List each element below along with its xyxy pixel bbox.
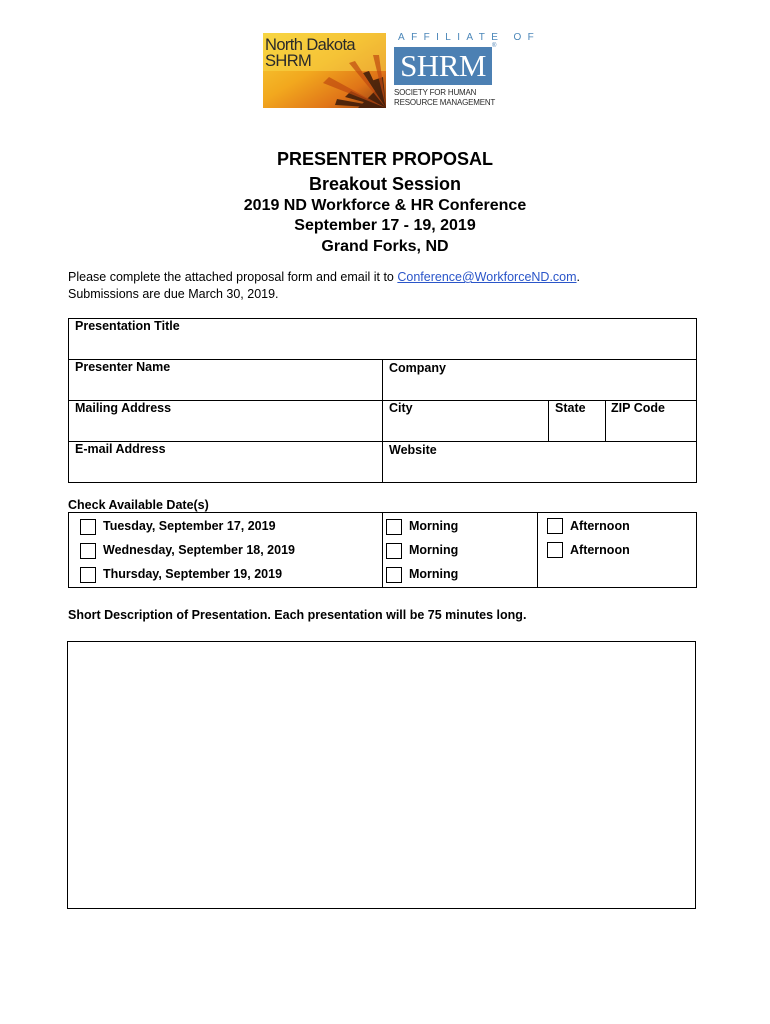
wednesday-morning-label: Morning [409,543,459,557]
thursday-morning-label: Morning [409,567,459,581]
wednesday-label: Wednesday, September 18, 2019 [103,543,295,557]
shrm-subtitle-line2: RESOURCE MANAGEMENT [394,98,496,107]
nd-logo-line1: North Dakota [265,36,356,54]
shrm-subtitle-line1: SOCIETY FOR HUMAN [394,88,477,97]
dates-divider-2 [537,512,538,588]
conference-name: 2019 ND Workforce & HR Conference [243,197,527,214]
thursday-morning-checkbox[interactable] [386,567,402,583]
wednesday-afternoon-checkbox[interactable] [547,542,563,558]
wednesday-morning-checkbox[interactable] [386,543,402,559]
conference-dates: September 17 - 19, 2019 [294,217,476,234]
page-title: PRESENTER PROPOSAL [276,149,494,169]
intro-period: . [576,270,581,284]
email-address-label: E-mail Address [75,442,166,456]
tuesday-afternoon-label: Afternoon [570,519,630,533]
intro-line-2: Submissions are due March 30, 2019. [68,287,279,301]
mailing-address-label: Mailing Address [75,401,172,415]
registered-mark: ® [492,43,497,49]
tuesday-afternoon-checkbox[interactable] [547,518,563,534]
email-link[interactable]: Conference@WorkforceND.com [397,270,577,284]
description-textarea[interactable] [67,641,696,909]
conference-location: Grand Forks, ND [321,238,449,255]
city-label: City [389,401,413,415]
intro-line-1 [68,270,580,284]
website-label: Website [389,443,437,457]
thursday-label: Thursday, September 19, 2019 [103,567,283,581]
dates-divider-1 [382,512,383,588]
company-label: Company [389,361,446,375]
shrm-logo-mark: SHRM [400,48,486,83]
description-label: Short Description of Presentation. Each presentation will be 75 minutes long. [68,608,527,622]
north-dakota-shrm-logo [263,33,386,108]
zip-label: ZIP Code [611,401,665,415]
tuesday-checkbox[interactable] [80,519,96,535]
presentation-title-label: Presentation Title [75,319,180,333]
tuesday-label: Tuesday, September 17, 2019 [103,519,276,533]
page-subtitle: Breakout Session [308,174,462,194]
affiliate-of-text: AFFILIATE OF [398,32,541,43]
nd-logo-line2: SHRM [265,52,312,70]
thursday-checkbox[interactable] [80,567,96,583]
tuesday-morning-label: Morning [409,519,459,533]
wednesday-checkbox[interactable] [80,543,96,559]
tuesday-morning-checkbox[interactable] [386,519,402,535]
wednesday-afternoon-label: Afternoon [570,543,630,557]
state-label: State [555,401,586,415]
dates-section-title: Check Available Date(s) [68,498,209,512]
presenter-name-label: Presenter Name [75,360,171,374]
intro-text: Please complete the attached proposal form and email it to [68,270,398,284]
